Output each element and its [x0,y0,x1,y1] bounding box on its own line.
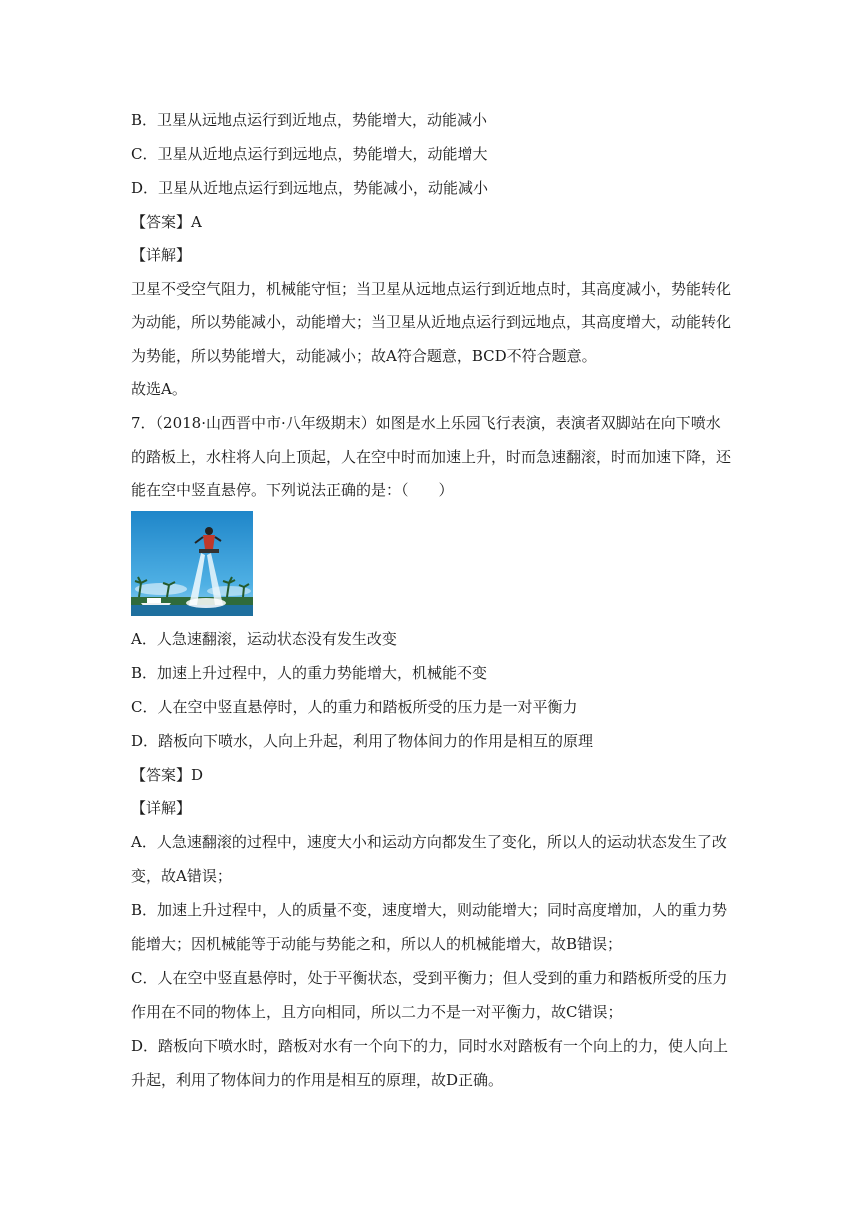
q7-detail-a-line-2: 变，故A错误； [131,867,232,885]
q6-option-c: C．卫星从近地点运行到远地点，势能增大，动能增大 [131,145,488,163]
q7-stem-line-2: 的踏板上，水柱将人向上顶起，人在空中时而加速上升，时而急速翻滚，时而加速下降，还 [131,448,732,466]
q7-detail-d-line-2: 升起，利用了物体间力的作用是相互的原理，故D正确。 [131,1071,504,1089]
q7-stem-line-3: 能在空中竖直悬停。下列说法正确的是：（ ） [131,481,454,499]
q7-option-d: D．踏板向下喷水，人向上升起，利用了物体间力的作用是相互的原理 [131,732,594,750]
q6-detail-line-2: 为动能，所以势能减小，动能增大；当卫星从近地点运行到远地点，其高度增大，动能转化 [131,313,732,331]
q6-option-d: D．卫星从近地点运行到远地点，势能减小，动能减小 [131,179,489,197]
q6-conclusion: 故选A。 [131,380,187,398]
q7-stem-line-1: 7．（2018·山西晋中市·八年级期末）如图是水上乐园飞行表演，表演者双脚站在向下喷水 [131,414,721,432]
q7-answer: 【答案】D [131,766,204,784]
flyboard-photo [131,511,253,616]
q7-detail-b-line-1: B．加速上升过程中，人的质量不变，速度增大，则动能增大；同时高度增加，人的重力势 [131,901,728,919]
q7-option-a: A．人急速翻滚，运动状态没有发生改变 [131,630,397,648]
q7-detail-b-line-2: 能增大；因机械能等于动能与势能之和，所以人的机械能增大，故B错误； [131,935,623,953]
q6-answer: 【答案】A [131,213,202,231]
q7-detail-heading: 【详解】 [131,799,192,817]
q7-detail-c-line-1: C．人在空中竖直悬停时，处于平衡状态，受到平衡力；但人受到的重力和踏板所受的压力 [131,969,728,987]
q6-detail-heading: 【详解】 [131,246,192,264]
q6-detail-line-1: 卫星不受空气阻力，机械能守恒；当卫星从远地点运行到近地点时，其高度减小，势能转化 [131,280,732,298]
q7-option-b: B．加速上升过程中，人的重力势能增大，机械能不变 [131,664,488,682]
q7-detail-a-line-1: A．人急速翻滚的过程中，速度大小和运动方向都发生了变化，所以人的运动状态发生了改 [131,833,727,851]
q6-detail-line-3: 为势能，所以势能增大，动能减小；故A符合题意，BCD不符合题意。 [131,347,597,365]
q7-option-c: C．人在空中竖直悬停时，人的重力和踏板所受的压力是一对平衡力 [131,698,578,716]
q7-detail-c-line-2: 作用在不同的物体上，且方向相同，所以二力不是一对平衡力，故C错误； [131,1003,623,1021]
q6-option-b: B．卫星从远地点运行到近地点，势能增大，动能减小 [131,111,488,129]
q7-detail-d-line-1: D．踏板向下喷水时，踏板对水有一个向下的力，同时水对踏板有一个向上的力，使人向上 [131,1037,729,1055]
